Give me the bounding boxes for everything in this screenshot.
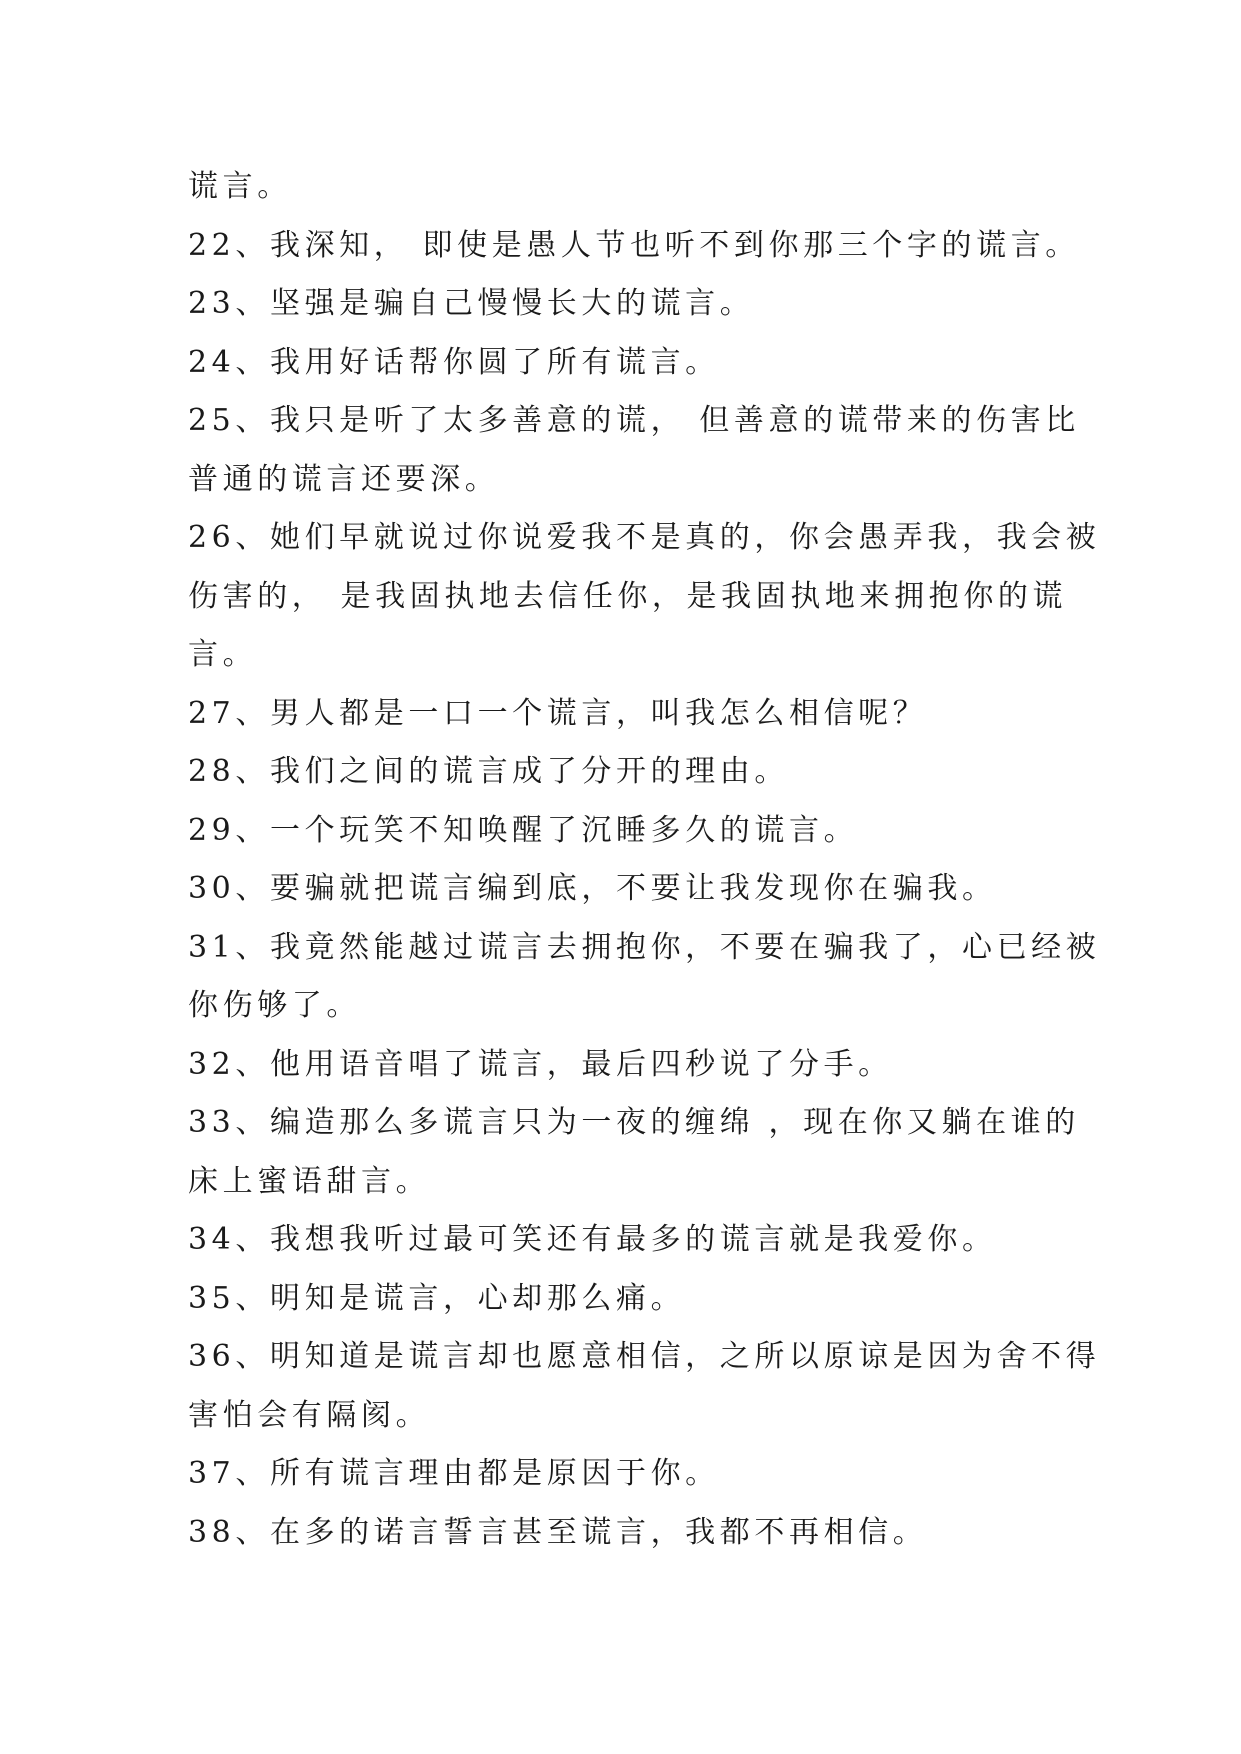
text-line: 36、明知道是谎言却也愿意相信，之所以原谅是因为舍不得	[188, 1339, 1101, 1374]
text-line: 普通的谎言还要深。	[188, 461, 500, 497]
text-line: 38、在多的诺言誓言甚至谎言，我都不再相信。	[188, 1514, 928, 1550]
text-line: 谎言。	[188, 169, 292, 204]
text-line: 22、我深知， 即使是愚人节也听不到你那三个字的谎言。	[188, 227, 1080, 263]
text-line: 33、编造那么多谎言只为一夜的缠绵 ，现在你又躺在谁的	[188, 1105, 1080, 1140]
text-line: 29、一个玩笑不知唤醒了沉睡多久的谎言。	[188, 812, 859, 848]
text-line: 你伤够了。	[188, 988, 361, 1023]
text-line: 30、要骗就把谎言编到底，不要让我发现你在骗我。	[188, 871, 997, 906]
text-line: 伤害的， 是我固执地去信任你，是我固执地来拥抱你的谎	[188, 578, 1068, 614]
text-line: 35、明知是谎言，心却那么痛。	[188, 1280, 686, 1316]
document-body	[188, 158, 1101, 1562]
text-line: 34、我想我听过最可笑还有最多的谎言就是我爱你。	[188, 1222, 997, 1257]
text-line: 32、他用语音唱了谎言，最后四秒说了分手。	[188, 1046, 893, 1082]
text-line: 24、我用好话帮你圆了所有谎言。	[188, 344, 720, 380]
text-line: 28、我们之间的谎言成了分开的理由。	[188, 754, 789, 789]
text-line: 37、所有谎言理由都是原因于你。	[188, 1456, 720, 1491]
text-line: 23、坚强是骗自己慢慢长大的谎言。	[188, 286, 755, 321]
text-line: 31、我竟然能越过谎言去拥抱你，不要在骗我了，心已经被	[188, 929, 1101, 965]
text-line: 25、我只是听了太多善意的谎， 但善意的谎带来的伤害比	[188, 403, 1080, 438]
text-line: 26、她们早就说过你说爱我不是真的，你会愚弄我，我会被	[188, 520, 1101, 555]
text-line: 床上蜜语甜言。	[188, 1163, 431, 1199]
text-line: 27、男人都是一口一个谎言，叫我怎么相信呢？	[188, 695, 928, 731]
text-line: 害怕会有隔阂。	[188, 1397, 431, 1433]
text-line: 言。	[188, 637, 258, 672]
